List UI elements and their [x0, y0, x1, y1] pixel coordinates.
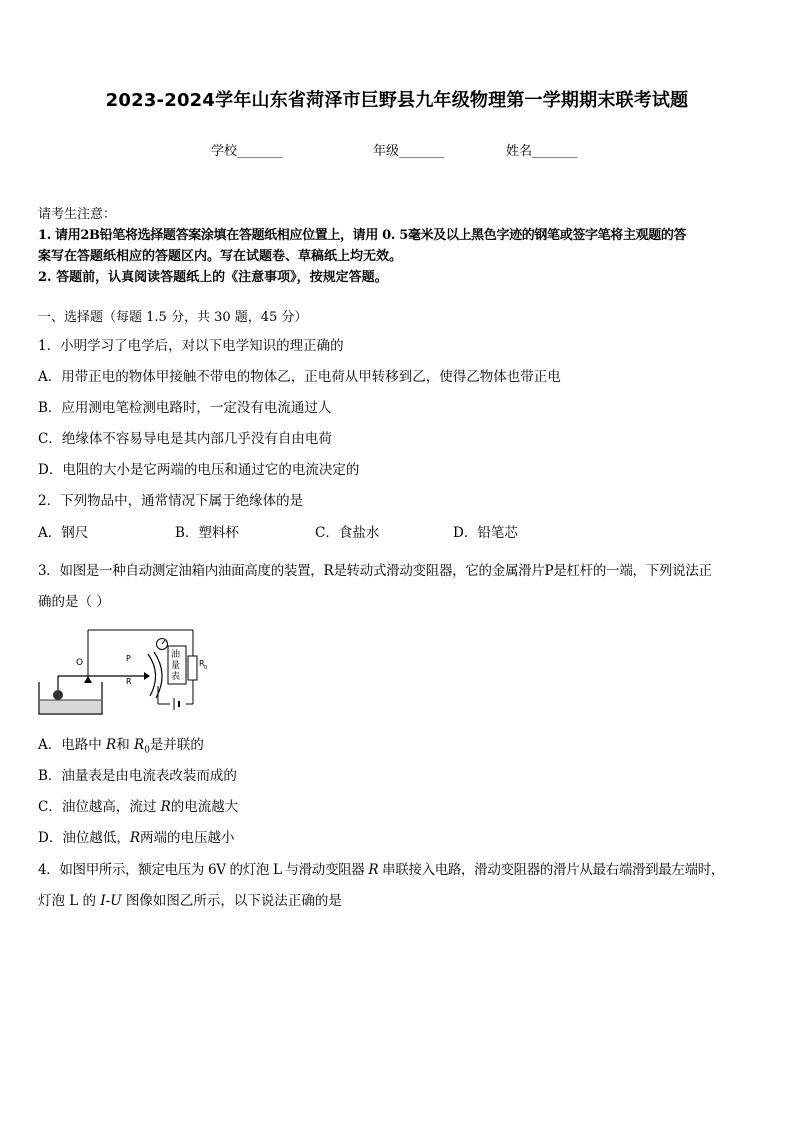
label-r: R	[126, 677, 132, 686]
q2-option-c: C．食盐水	[315, 525, 380, 541]
q2-stem: 2．下列物品中，通常情况下属于绝缘体的是	[38, 493, 304, 509]
q3-option-a: A．电路中 R和 $R_0$是并联的	[38, 737, 204, 756]
q2-option-b: B．塑料杯	[175, 525, 239, 541]
q3-option-d: D．油位越低，R两端的电压越小	[38, 830, 235, 846]
float-ball	[53, 690, 63, 700]
q3-stem-line-2: 确的是（ ）	[38, 594, 110, 610]
section-1-heading: 一、选择题（每题 1.5 分，共 30 题，45 分）	[38, 310, 308, 325]
label-r0: R	[199, 659, 205, 668]
notice-item-2: 2. 答题前，认真阅读答题纸上的《注意事项》，按规定答题。	[38, 270, 388, 285]
pivot	[84, 676, 92, 683]
resistor-r0	[188, 656, 197, 680]
q1-option-a: A．用带正电的物体甲接触不带电的物体乙，正电荷从甲转移到乙，使得乙物体也带正电	[38, 369, 561, 385]
q3-option-b: B．油量表是由电流表改装而成的	[38, 768, 237, 784]
oil-fill	[40, 700, 101, 713]
label-o: O	[76, 658, 84, 668]
meter-label-2: 量	[171, 661, 181, 671]
label-r0-subscript: 0	[204, 665, 208, 671]
meter-label-3: 表	[171, 672, 181, 682]
q1-option-c: C．绝缘体不容易导电是其内部几乎没有自由电荷	[38, 431, 332, 447]
notice-heading: 请考生注意：	[38, 207, 117, 222]
meter-label-1: 油	[171, 650, 181, 660]
oil-gauge-circuit-diagram	[36, 624, 222, 718]
notice-item-1-line-1: 1. 请用2B铅笔将选择题答案涂填在答题纸相应位置上，请用 0. 5毫米及以上黑色字迹的钢笔或签字笔将主观题的答	[38, 228, 687, 243]
q3-option-c: C．油位越高，流过 R的电流越大	[38, 799, 239, 815]
rheostat-arc	[148, 654, 156, 696]
q1-stem: 1．小明学习了电学后，对以下电学知识的理正确的	[38, 338, 344, 354]
q1-option-d: D．电阻的大小是它两端的电压和通过它的电流决定的	[38, 462, 360, 478]
label-p: P	[126, 654, 131, 663]
name-field: 姓名_______	[506, 144, 578, 159]
exam-title: 2023-2024学年山东省菏泽市巨野县九年级物理第一学期期末联考试题	[105, 90, 689, 111]
q4-stem-line-1: 4．如图甲所示，额定电压为 6V 的灯泡 L 与滑动变阻器 R 串联接入电路，滑动变阻器的滑片从最右端滑到最左端时，	[38, 862, 725, 878]
q3-stem-line-1: 3．如图是一种自动测定油箱内油面高度的装置，R是转动式滑动变阻器，它的金属滑片P是杠杆的一端，下列说法正	[38, 563, 712, 579]
q2-option-d: D．铅笔芯	[453, 525, 518, 541]
grade-field: 年级_______	[373, 144, 445, 159]
q1-option-b: B．应用测电笔检测电路时，一定没有电流通过人	[38, 400, 332, 416]
school-field: 学校_______	[211, 144, 283, 159]
notice-item-1-line-2: 案写在答题纸相应的答题区内。写在试题卷、草稿纸上均无效。	[38, 249, 403, 264]
q2-option-a: A．钢尺	[38, 525, 89, 541]
q4-stem-line-2: 灯泡 L 的 I-U 图像如图乙所示，以下说法正确的是	[38, 893, 342, 909]
